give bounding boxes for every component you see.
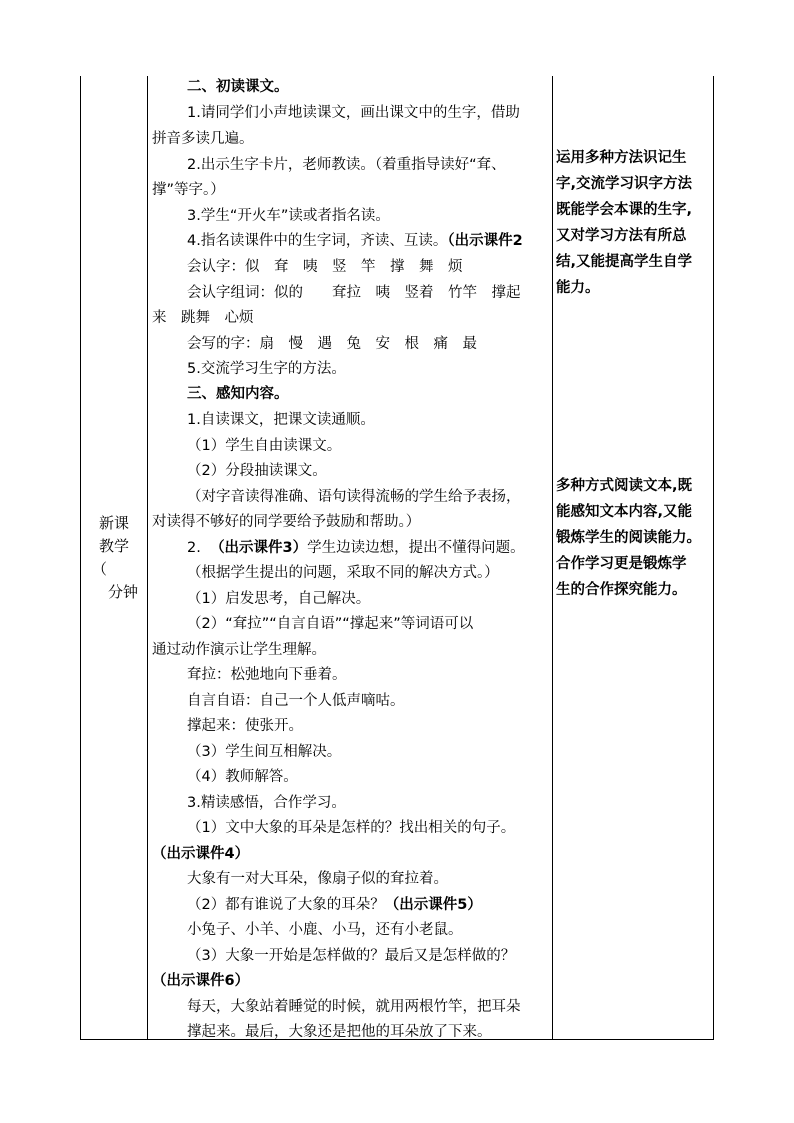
note-line: 多种方式阅读文本,既 [556,478,693,494]
note-line: 又对学习方法有所总 [556,228,687,244]
section-label [82,512,146,604]
note-line: 运用多种方法识记生 [556,150,687,166]
courseware-ref: （出示课件5） [384,897,482,913]
note-line: 生的合作探究能力。 [556,582,687,598]
note-line: 结,又能提高学生自学 [556,254,693,270]
note-line: 能感知文本内容,又能 [556,504,693,520]
content-line: 小兔子、小羊、小鹿、小马，还有小老鼠。 [187,922,463,938]
heading-perceive-content: 三、感知内容。 [187,386,289,402]
content-line: 大象有一对大耳朵，像扇子似的耷拉着。 [187,871,448,887]
section-label-line-4: 分钟 [107,583,138,601]
design-note-2 [556,476,714,606]
content-text: 2. [187,540,201,556]
content-line: （3）学生间互相解决。 [187,744,342,760]
courseware-ref: （出示课件4） [152,846,250,862]
content-line: 1.自读课文，把课文读通顺。 [187,412,375,428]
section-label-line-2: 教学 [98,537,129,555]
content-line: （根据学生提出的问题，采取不同的解决方式。） [187,565,499,581]
content-line: （对字音读得准确、语句读得流畅的学生给予表扬， [187,489,521,505]
courseware-ref: （出示课件2 [447,233,523,249]
content-line: （2）“耷拉”“自言自语”“撑起来”等词语可以 [187,616,474,632]
content-line: 耷拉：松弛地向下垂着。 [187,667,347,683]
content-line [187,538,525,558]
content-line: 3.学生“开火车”读或者指名读。 [187,208,390,224]
content-line: （1）启发思考，自己解决。 [187,591,371,607]
content-line: （1）学生自由读课文。 [187,438,342,454]
content-line: 3.精读感悟，合作学习。 [187,795,346,811]
table-border-col1 [147,76,148,1040]
content-line: 1.请同学们小声地读课文，画出课文中的生字，借助 [187,105,520,121]
content-line: （4）教师解答。 [187,769,298,785]
content-line: （1）文中大象的耳朵是怎样的？找出相关的句子。 [187,820,516,836]
note-line: 合作学习更是锻炼学 [556,556,687,572]
content-line: 会认字：似 耷 咦 竖 竿 撑 舞 烦 [187,259,463,275]
content-line [187,231,523,251]
content-line: 撑起来。最后，大象还是把他的耳朵放了下来。 [187,1024,492,1040]
content-line: 撑起来：使张开。 [187,718,303,734]
content-line [187,895,482,915]
content-line: 来 跳舞 心烦 [152,310,254,326]
note-line: 字,交流学习识字方法 [556,176,693,192]
content-line: 撑”等字。） [152,182,225,198]
content-line: 2.出示生字卡片，老师教读。（着重指导读好“耷、 [187,157,506,173]
content-text: 学生边读边想，提出不懂得问题。 [307,540,525,556]
heading-first-reading: 二、初读课文。 [187,79,289,95]
content-line: 会写的字：扇 慢 遇 兔 安 根 痛 最 [187,336,477,352]
content-text: （2）都有谁说了大象的耳朵？ [187,897,385,913]
section-label-line-3: （ [92,560,108,578]
content-line: （2）分段抽读课文。 [187,463,327,479]
content-line: （3）大象一开始是怎样做的？最后又是怎样做的？ [187,948,516,964]
content-line: 5.交流学习生字的方法。 [187,361,346,377]
courseware-ref: （出示课件3） [210,540,308,556]
table-border-left [80,76,81,1040]
lesson-content [150,74,552,1040]
note-line: 能力。 [556,280,600,296]
design-note-1 [556,148,714,304]
content-text: 4.指名读课件中的生字词，齐读、互读。 [187,233,448,249]
content-line: 会认字组词：似的 耷拉 咦 竖着 竹竿 撑起 [187,285,521,301]
content-line: 对读得不够好的同学要给予鼓励和帮助。） [152,514,421,530]
table-border-col2 [552,76,553,1040]
content-line: 拼音多读几遍。 [152,131,254,147]
note-line: 既能学会本课的生字, [556,202,693,218]
note-line: 锻炼学生的阅读能力。 [556,530,701,546]
courseware-ref: （出示课件6） [152,973,250,989]
content-line: 每天，大象站着睡觉的时候，就用两根竹竿，把耳朵 [187,999,521,1015]
section-label-line-1: 新课 [98,514,129,532]
content-line: 通过动作演示让学生理解。 [152,642,326,658]
content-line: 自言自语：自己一个人低声嘀咕。 [187,693,405,709]
